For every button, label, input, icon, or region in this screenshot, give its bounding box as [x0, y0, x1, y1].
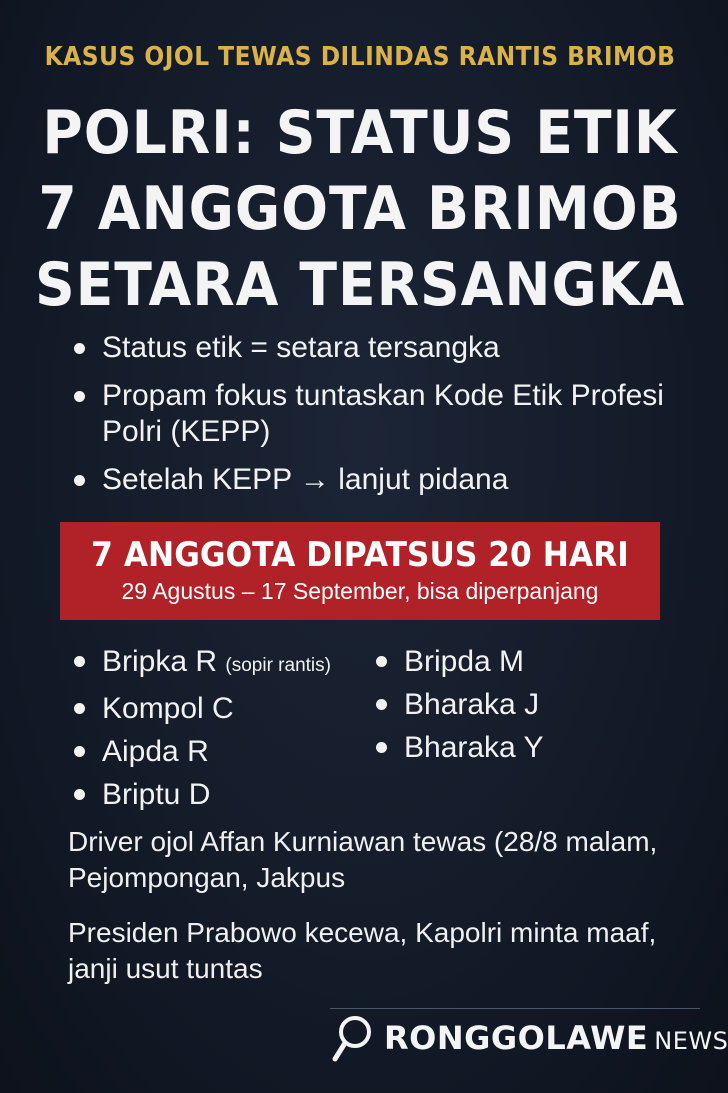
kicker-label: KASUS OJOL TEWAS DILINDAS RANTIS BRIMOB — [44, 42, 676, 72]
bullet-icon — [74, 475, 85, 486]
bullet-icon — [74, 746, 85, 757]
members-list — [68, 640, 688, 816]
headline-line-1: POLRI: STATUS ETIK — [42, 98, 678, 168]
detention-banner — [60, 522, 660, 620]
key-point-item — [68, 330, 668, 366]
brand-name — [384, 1019, 728, 1057]
member-item — [370, 640, 670, 683]
member-note: (sopir rantis) — [225, 655, 331, 676]
bullet-icon — [74, 656, 85, 667]
member-name: Kompol C — [102, 692, 234, 725]
key-point-text: Propam fokus tuntaskan Kode Etik Profesi Polri (KEPP) — [102, 379, 664, 448]
magnifier-icon — [332, 1013, 372, 1065]
member-name: Bripka R — [102, 645, 218, 678]
key-point-item — [68, 462, 668, 498]
bullet-icon — [376, 656, 387, 667]
key-points-list — [68, 330, 668, 510]
member-name: Briptu D — [102, 778, 211, 811]
members-column-left — [68, 640, 370, 816]
headline-line-2: 7 ANGGOTA BRIMOB — [38, 174, 682, 244]
bullet-icon — [376, 699, 387, 710]
member-item — [68, 773, 370, 816]
reaction-paragraph: Presiden Prabowo kecewa, Kapolri minta maaf, janji usut tuntas — [68, 917, 657, 984]
members-column-right — [370, 640, 670, 816]
member-item — [68, 730, 370, 773]
headline-line-3: SETARA TERSANGKA — [34, 250, 686, 320]
key-point-item — [68, 378, 668, 450]
bullet-icon — [376, 742, 387, 753]
brand-name-text: RONGGOLAWE — [384, 1019, 649, 1057]
headline — [0, 95, 720, 323]
banner-subtitle: 29 Agustus – 17 September, bisa diperpanjang — [121, 578, 599, 604]
member-name: Bripda M — [404, 645, 525, 678]
key-point-text: Setelah KEPP → lanjut pidana — [102, 463, 509, 496]
banner-title: 7 ANGGOTA DIPATSUS 20 HARI — [91, 535, 629, 575]
bullet-icon — [74, 391, 85, 402]
member-item — [370, 726, 670, 769]
victim-paragraph: Driver ojol Affan Kurniawan tewas (28/8 malam, Pejompongan, Jakpus — [68, 826, 658, 893]
member-name: Bharaka Y — [404, 731, 544, 764]
member-item — [370, 683, 670, 726]
member-name: Bharaka J — [404, 688, 540, 721]
brand-suffix: NEWS — [654, 1027, 728, 1055]
bullet-icon — [74, 343, 85, 354]
member-name: Aipda R — [102, 735, 209, 768]
key-point-text: Status etik = setara tersangka — [102, 331, 500, 364]
bullet-icon — [74, 789, 85, 800]
brand-logo — [330, 1008, 728, 1065]
member-item — [68, 687, 370, 730]
bullet-icon — [74, 703, 85, 714]
member-item — [68, 640, 370, 687]
